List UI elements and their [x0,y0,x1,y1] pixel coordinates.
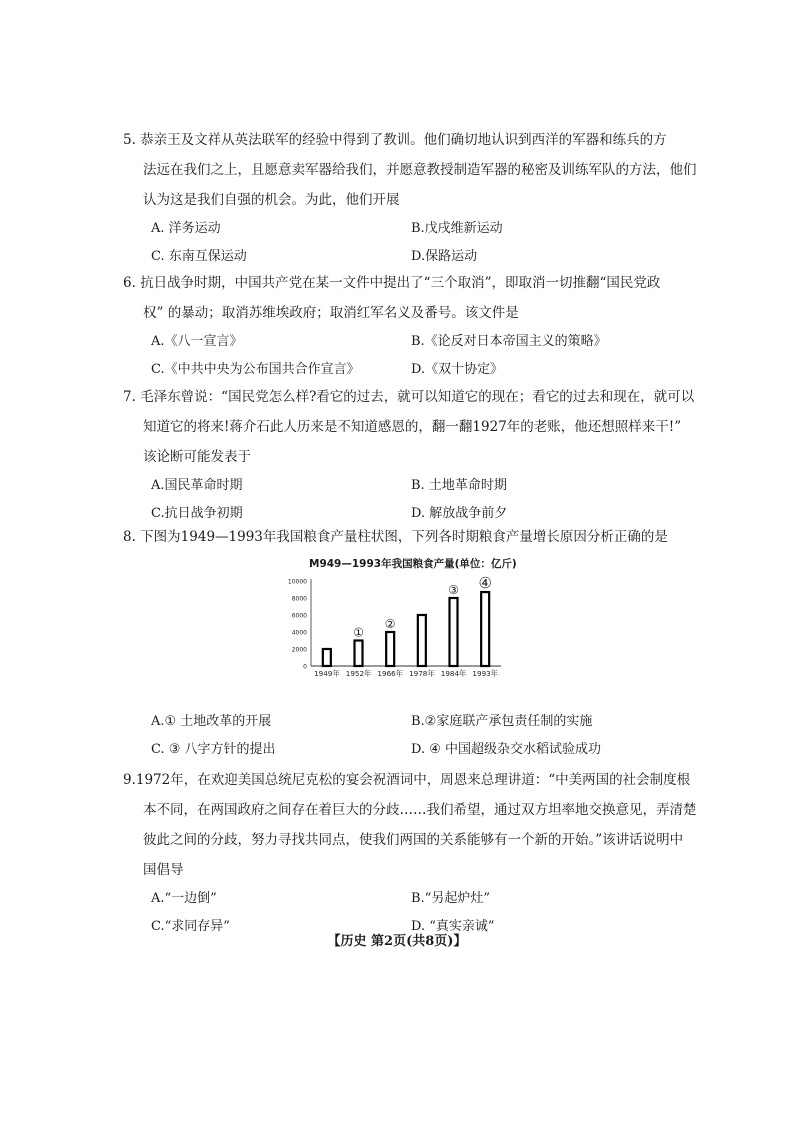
option-c[interactable]: C. 东南互保运动 [151,249,247,264]
question-9-options-row-1 [151,885,683,913]
y-tick-label: 6000 [291,612,307,620]
option-b[interactable]: B.②家庭联产承包责任制的实施 [411,714,593,729]
bar-marker-label: ③ [448,583,459,597]
question-7 [123,382,695,528]
x-tick-label: 1949年 [314,669,340,678]
x-tick-label: 1952年 [345,669,372,678]
y-tick-label: 4000 [291,629,307,637]
y-tick-label: 0 [303,663,307,671]
question-7-line-2: 知道它的将来!蒋介石此人历来是不知道感恩的，翻一翻1927年的老账，他还想照样来干!” [143,419,682,435]
bar [323,649,331,666]
y-tick-label: 8000 [291,595,307,603]
question-8-options-row-2 [151,736,683,764]
option-d[interactable]: D.保路运动 [411,249,478,264]
question-9-line-1: 9.1972年，在欢迎美国总统尼克松的宴会祝酒词中，周恩来总理讲道：“中美两国的社会制度根 [123,772,691,788]
y-tick-label: 2000 [291,646,307,654]
option-d[interactable]: D. 解放战争前夕 [411,506,508,521]
option-a[interactable]: A.国民革命时期 [151,478,243,493]
grain-output-chart [283,556,515,686]
question-5-line-2: 法远在我们之上，且愿意卖军器给我们，并愿意教授制造军器的秘密及训练军队的方法，他们 [143,162,697,178]
option-c[interactable]: C.“求同存异” [151,919,230,934]
bar-marker-label: ② [384,617,396,631]
question-6-options-row-1 [151,328,683,356]
x-tick-label: 1993年 [472,669,498,678]
option-d[interactable]: D. “真实亲诚” [411,919,495,934]
chart-canvas [283,556,515,686]
question-9-line-2: 本不同，在两国政府之间存在着巨大的分歧……我们希望，通过双方坦率地交换意见，弄清楚 [143,802,697,818]
question-9-line-4: 国倡导 [143,862,184,878]
question-5-options-row-1 [151,215,683,243]
option-d[interactable]: D. ④ 中国超级杂交水稻试验成功 [411,742,602,757]
x-tick-label: 1966年 [377,669,403,678]
option-b[interactable]: B. 土地革命时期 [411,478,507,493]
bar-marker-label: ① [353,625,364,640]
option-c[interactable]: C.《中共中央为公布国共合作宣言》 [151,362,360,377]
x-tick-label: 1978年 [409,669,435,678]
question-5 [123,125,697,271]
question-9 [123,765,697,941]
bar [386,632,394,666]
bar [450,598,458,666]
option-a[interactable]: A.① 土地改革的开展 [151,714,272,729]
option-c[interactable]: C.抗日战争初期 [151,506,243,521]
question-6 [123,268,683,384]
question-5-line-3: 认为这是我们自强的机会。为此，他们开展 [143,192,400,208]
question-8-options [123,708,683,764]
x-tick-label: 1984年 [440,669,467,678]
question-9-line-3: 彼此之间的分歧，努力寻找共同点，使我们两国的关系能够有一个新的开始。”该讲话说明中 [143,832,684,848]
page-footer: 【历史 第2页(共8页)】 [327,934,467,949]
question-7-options-row-1 [151,472,683,500]
chart-title: M949—1993年我国粮食产量(单位：亿斤) [309,558,517,570]
option-b[interactable]: B.“另起炉灶” [411,891,490,906]
question-5-options-row-2 [151,243,683,271]
bar [481,592,489,666]
option-b[interactable]: B.《论反对日本帝国主义的策略》 [411,334,607,349]
question-6-options-row-2 [151,356,683,384]
option-a[interactable]: A.《八一宣言》 [151,334,243,349]
option-a[interactable]: A. 洋务运动 [151,221,221,236]
question-6-line-1: 6. 抗日战争时期，中国共产党在某一文件中提出了“三个取消”，即取消一切推翻“国民党政 [123,275,661,291]
question-7-line-3: 该论断可能发表于 [143,449,251,465]
option-b[interactable]: B.戊戌维新运动 [411,221,503,236]
option-d[interactable]: D.《双十协定》 [411,362,504,377]
question-5-line-1: 5. 恭亲王及文祥从英法联军的经验中得到了教训。他们确切地认识到西洋的军器和练兵的方 [123,132,667,148]
bar [355,641,363,667]
y-tick-label: 10000 [287,578,307,586]
question-8-line-1: 8. 下图为1949—1993年我国粮食产量柱状图，下列各时期粮食产量增长原因分析正确的是 [123,529,668,545]
bar-marker-label: ④ [478,574,492,593]
question-7-line-1: 7. 毛泽东曾说：“国民党怎么样?看它的过去，就可以知道它的现在；看它的过去和现在，就可以 [123,389,695,405]
question-8-options-row-1 [151,708,683,736]
option-c[interactable]: C. ③ 八字方针的提出 [151,742,276,757]
bar [418,615,426,666]
option-a[interactable]: A.“一边倒” [151,891,217,906]
question-6-line-2: 权” 的暴动；取消苏维埃政府；取消红军名义及番号。该文件是 [143,305,519,321]
question-8 [123,522,683,552]
